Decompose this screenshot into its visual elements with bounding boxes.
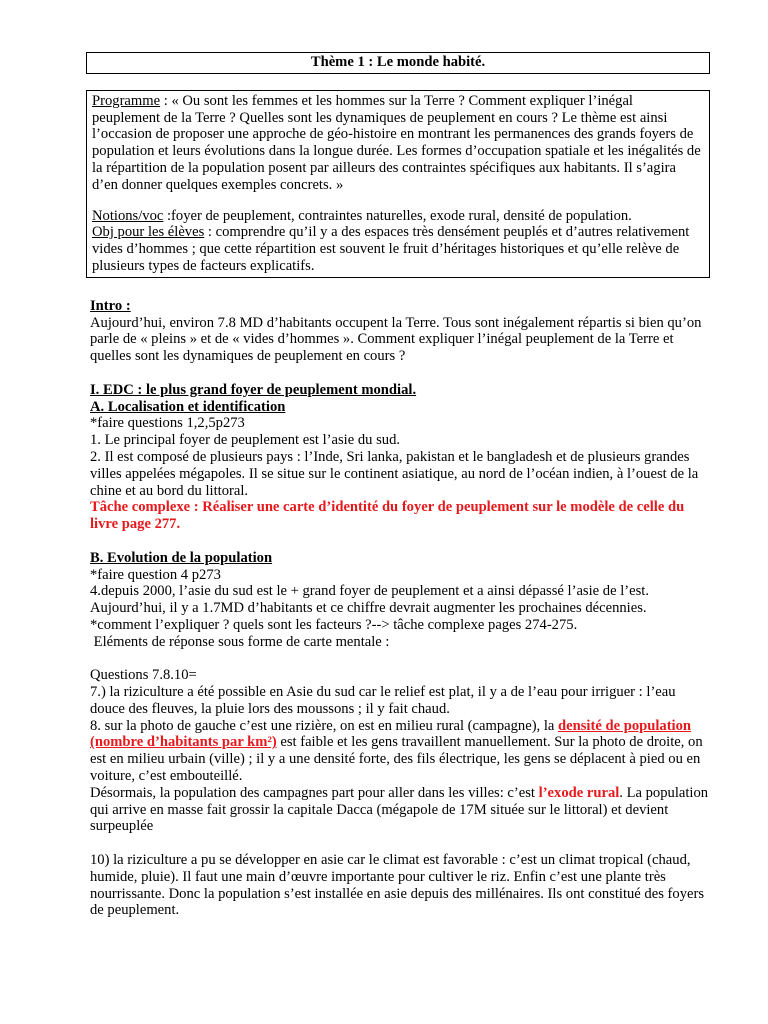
programme-paragraph [92,93,704,194]
subsection-b-heading: B. Evolution de la population [90,549,273,566]
answer-8 [90,718,710,785]
rural-exodus-paragraph [90,785,710,835]
mindmap-intro: Eléments de réponse sous forme de carte mentale : [90,633,390,650]
intro-text: Aujourd’hui, environ 7.8 MD d’habitants occupent la Terre. Tous sont inégalement répartis si bien qu’on parle de « pleins » et de « vides d’hommes ». Comment expliquer l’inégal peuplement de la Terre et quelles sont les dynamiques de peuplement en cours ? [90,314,702,365]
answer-1: 1. Le principal foyer de peuplement est l’asie du sud. [90,432,401,449]
lesson-content [86,298,710,919]
intro-heading: Intro : [90,297,131,314]
page-title: Thème 1 : Le monde habité. [86,52,710,74]
programme-box [86,90,710,278]
complex-task-a: Tâche complexe : Réaliser une carte d’identité du foyer de peuplement sur le modèle de celle du livre page 277. [90,499,685,533]
section1-heading: I. EDC : le plus grand foyer de peuplement mondial. [90,381,417,398]
notions-text: :foyer de peuplement, contraintes naturelles, exode rural, densité de population. [163,207,632,224]
exode-before: Désormais, la population des campagnes part pour aller dans les villes: c’est [90,784,539,801]
document-page [86,52,710,919]
notions-paragraph [92,208,704,225]
subsection-a-heading: A. Localisation et identification [90,398,286,415]
subsection-a-questions: *faire questions 1,2,5p273 [90,415,245,432]
programme-label: Programme [92,92,161,109]
subsection-b-question: *faire question 4 p273 [90,566,221,583]
answer-8-before: 8. sur la photo de gauche c’est une rizière, on est en milieu rural (campagne), la [90,717,559,734]
density-term: densité de population (nombre d’habitants par km²) [90,717,692,751]
answer-2: 2. Il est composé de plusieurs pays : l’Inde, Sri lanka, pakistan et le bangladesh et de plusieurs grandes villes appelées mégapoles. Il se situe sur le continent asiatique, au nord de l’océan indien, à l’ouest de la chine et au bord du littoral. [90,448,699,499]
answer-10: 10) la riziculture a pu se développer en asie car le climat est favorable : c’est un climat tropical (chaud, humide, pluie). Il faut une main d’œuvre importante pour cultiver le riz. Enfin c’est une plante très nourrissante. Donc la population s’est installée en asie depuis des millénaires. Ils ont constitué des foyers de peuplement. [90,852,705,919]
objectives-paragraph [92,224,704,274]
answer-8-after: est faible et les gens travaillent manuellement. Sur la photo de droite, on est en milieu urbain (ville) ; il y a une densité forte, des fils électrique, les gens se déplacent à pied ou en voiture, c’est embouteillé. [90,734,703,785]
answer-7: 7.) la riziculture a été possible en Asie du sud car le relief est plat, il y a de l’eau pour irriguer : l’eau douce des fleuves, la pluie lors des moussons ; il y fait chaud. [90,684,676,717]
exode-after: . La population qui arrive en masse fait grossir la capitale Dacca (mégapole de 17M située sur le littoral) et devient surpeuplée [90,784,709,835]
programme-text: : « Ou sont les femmes et les hommes sur la Terre ? Comment expliquer l’inégal peuplement de la Terre ? Quelles sont les dynamiques de peuplement en cours ? Le thème est ainsi l’occasion de proposer une approche de géo-histoire en montrant les permanences des grands foyers de population et leurs évolutions dans la longue durée. Les formes d’occupation spatiale et les inégalités de la répartition de la population posent par ailleurs des contraintes spécifiques aux habitants. Il s’agira d’en donner quelques exemples concrets. » [92,92,701,193]
questions-label: Questions 7.8.10= [90,667,197,684]
notions-label: Notions/voc [92,207,164,224]
factors-question: *comment l’expliquer ? quels sont les facteurs ?--> tâche complexe pages 274-275. [90,616,578,633]
objectives-label: Obj pour les élèves [92,224,205,241]
objectives-text: : comprendre qu’il y a des espaces très densément peuplés et d’autres relativement vides d’hommes ; que cette répartition est souvent le fruit d’héritages historiques et qu’elle relève de plusieurs types de facteurs explicatifs. [92,224,690,274]
answer-4: 4.depuis 2000, l’asie du sud est le + grand foyer de peuplement et a ainsi dépassé l’asie de l’est. Aujourd’hui, il y a 1.7MD d’habitants et ce chiffre devrait augmenter les prochaines décennies. [90,583,649,617]
rural-exodus-term: l’exode rural [538,784,620,801]
